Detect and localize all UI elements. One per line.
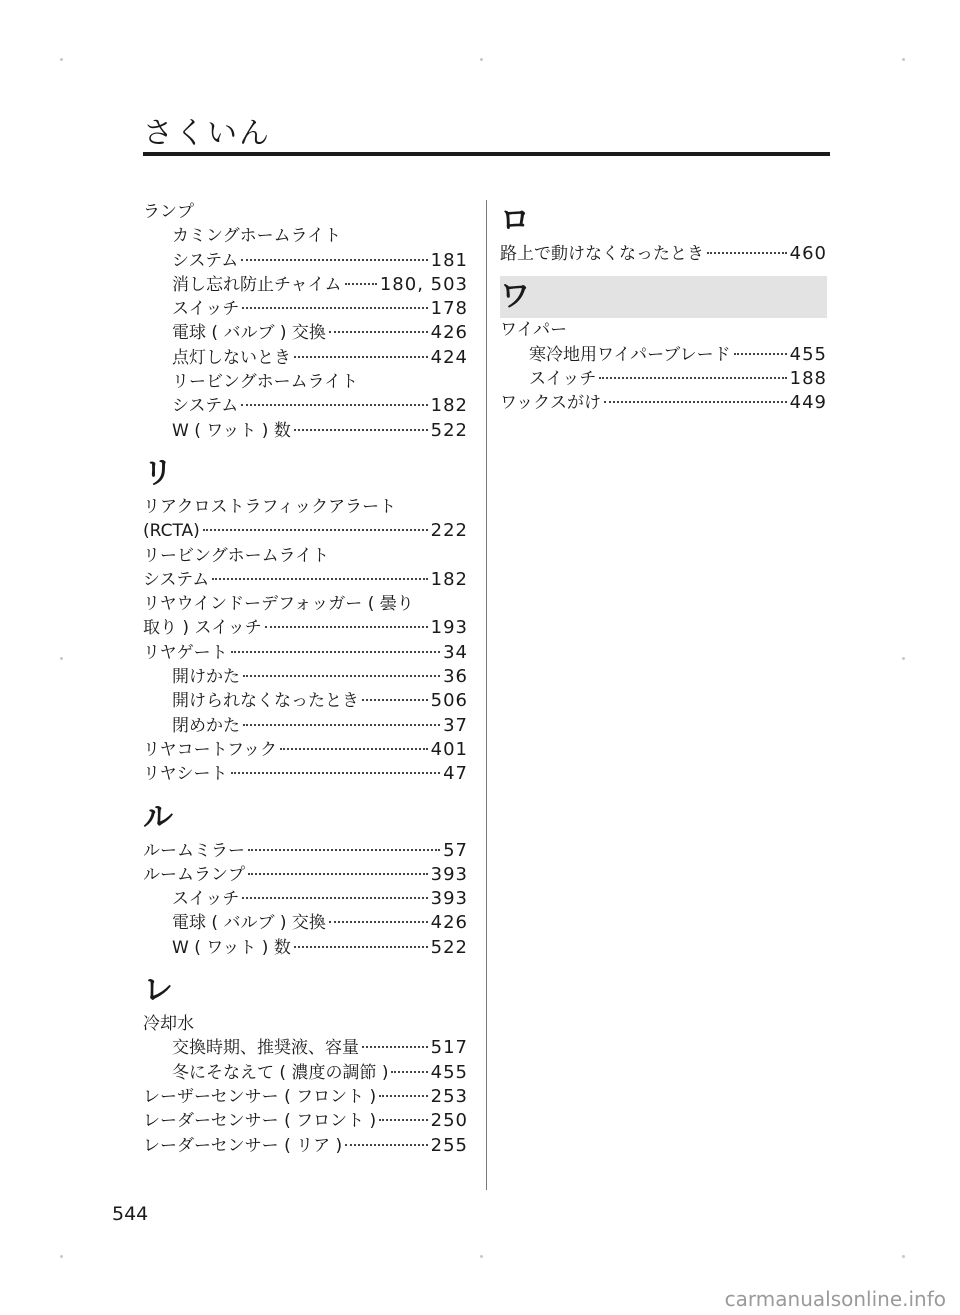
dot-leader <box>294 429 428 431</box>
entry-page: 250 <box>430 1110 468 1132</box>
dot-leader <box>345 283 377 285</box>
dot-leader <box>265 626 428 628</box>
entry-page: 222 <box>430 520 468 542</box>
entry-label: レーダーセンサー ( フロント ) <box>143 1111 377 1132</box>
index-entry <box>143 346 468 370</box>
index-entry <box>143 273 468 297</box>
index-entry <box>143 394 468 418</box>
dot-leader <box>604 401 787 403</box>
entry-label: 寒冷地用ワイパーブレード <box>529 344 731 365</box>
dot-leader <box>362 699 428 701</box>
index-column-left <box>143 200 468 1158</box>
entry-page: 455 <box>789 343 827 365</box>
dot-leader <box>379 1095 428 1097</box>
index-entry <box>143 224 468 248</box>
crop-mark <box>60 58 63 61</box>
section-heading: ロ <box>500 203 530 238</box>
entry-label: ワイパー <box>500 320 568 341</box>
entry-label: リアクロストラフィックアラート <box>143 496 397 517</box>
entry-label: 開けかた <box>172 667 240 688</box>
index-entry <box>500 367 827 391</box>
section-heading: リ <box>143 455 173 491</box>
index-entry <box>143 1109 468 1133</box>
dot-leader <box>345 1144 428 1146</box>
entry-page: 255 <box>430 1134 468 1156</box>
index-entry <box>500 242 827 266</box>
index-entry <box>143 297 468 321</box>
index-entry <box>143 616 468 640</box>
dot-leader <box>243 675 440 677</box>
entry-label: リヤゲート <box>143 642 228 663</box>
crop-mark <box>902 657 905 660</box>
entry-page: 47 <box>443 763 468 785</box>
index-entry <box>143 887 468 911</box>
index-entry <box>143 370 468 394</box>
index-entry <box>143 1134 468 1158</box>
entry-label: リヤウインドーデフォッガー ( 曇り <box>143 594 414 615</box>
entry-page: 393 <box>430 863 468 885</box>
entry-label: カミングホームライト <box>172 226 342 247</box>
entry-label: (RCTA) <box>143 521 200 542</box>
dot-leader <box>241 404 427 406</box>
entry-label: 電球 ( バルブ ) 交換 <box>172 913 326 934</box>
entry-page: 455 <box>430 1061 468 1083</box>
entry-page: 426 <box>430 322 468 344</box>
entry-label: ランプ <box>143 202 194 222</box>
dot-leader <box>231 772 441 774</box>
index-entry <box>143 419 468 443</box>
entry-label: スイッチ <box>529 368 597 389</box>
dot-leader <box>212 578 427 580</box>
dot-leader <box>294 946 428 948</box>
index-entry <box>143 665 468 689</box>
crop-mark <box>902 58 905 61</box>
entry-page: 460 <box>789 243 827 264</box>
entry-page: 449 <box>789 392 827 414</box>
dot-leader <box>242 307 427 309</box>
entry-page: 401 <box>430 738 468 760</box>
index-entry <box>143 1012 468 1036</box>
index-entry <box>143 200 468 224</box>
index-entry <box>143 592 468 616</box>
section-heading: ル <box>143 799 173 835</box>
crop-mark <box>480 1255 483 1258</box>
index-entry <box>143 1061 468 1085</box>
dot-leader <box>248 873 428 875</box>
entry-label: ルームランプ <box>143 864 245 885</box>
dot-leader <box>329 921 428 923</box>
index-entry <box>143 689 468 713</box>
dot-leader <box>329 331 428 333</box>
index-entry <box>143 839 468 863</box>
index-entry <box>500 343 827 367</box>
dot-leader <box>231 651 440 653</box>
entry-page: 34 <box>443 641 468 663</box>
entry-page: 180, 503 <box>379 273 468 295</box>
entry-page: 182 <box>430 568 468 590</box>
dot-leader <box>280 748 428 750</box>
entry-label: 点灯しないとき <box>172 347 291 368</box>
index-entry <box>143 641 468 665</box>
entry-page: 188 <box>789 367 827 389</box>
entry-label: リヤシート <box>143 764 228 785</box>
entry-page: 426 <box>430 912 468 934</box>
crop-mark <box>480 58 483 61</box>
dot-leader <box>391 1071 427 1073</box>
dot-leader <box>599 377 786 379</box>
dot-leader <box>362 1046 428 1048</box>
entry-label: 冬にそなえて ( 濃度の調節 ) <box>172 1062 389 1083</box>
entry-page: 37 <box>443 714 468 736</box>
index-entry <box>143 863 468 887</box>
entry-page: 182 <box>430 395 468 417</box>
entry-label: ワックスがけ <box>500 393 601 414</box>
entry-label: 閉めかた <box>172 715 240 736</box>
entry-page: 253 <box>430 1085 468 1107</box>
entry-page: 193 <box>430 617 468 639</box>
index-entry <box>143 936 468 960</box>
entry-label: 消し忘れ防止チャイム <box>172 274 342 295</box>
column-divider <box>486 200 487 1190</box>
dot-leader <box>242 897 427 899</box>
entry-page: 181 <box>430 249 468 271</box>
title-rule <box>143 152 830 156</box>
index-entry <box>500 391 827 415</box>
index-entry <box>143 495 468 519</box>
crop-mark <box>60 1255 63 1258</box>
index-entry <box>143 544 468 568</box>
entry-label: システム <box>172 396 239 417</box>
entry-label: 開けられなくなったとき <box>172 691 359 712</box>
index-entry <box>143 738 468 762</box>
entry-page: 393 <box>430 888 468 910</box>
entry-page: 522 <box>430 936 468 958</box>
entry-page: 36 <box>443 666 468 688</box>
index-entry <box>143 911 468 935</box>
index-entry <box>143 249 468 273</box>
entry-label: 交換時期、推奨液、容量 <box>172 1038 359 1059</box>
dot-leader <box>707 252 787 254</box>
index-entry <box>143 1036 468 1060</box>
entry-label: レーザーセンサー ( フロント ) <box>143 1086 377 1107</box>
entry-label: システム <box>143 569 210 590</box>
entry-label: 電球 ( バルブ ) 交換 <box>172 323 326 344</box>
dot-leader <box>734 353 787 355</box>
entry-page: 522 <box>430 419 468 441</box>
entry-label: システム <box>172 250 239 271</box>
dot-leader <box>294 356 428 358</box>
entry-label: スイッチ <box>172 889 240 910</box>
page-number: 544 <box>112 1203 149 1225</box>
dot-leader <box>248 849 440 851</box>
entry-label: リービングホームライト <box>143 545 330 566</box>
page-title: さくいん <box>143 116 271 151</box>
section-heading: ワ <box>500 276 827 318</box>
watermark: carmanualsonline.info <box>724 1287 946 1311</box>
crop-mark <box>60 657 63 660</box>
entry-label: 取り ) スイッチ <box>143 618 262 639</box>
entry-page: 506 <box>430 690 468 712</box>
entry-label: レーダーセンサー ( リア ) <box>143 1135 343 1156</box>
index-entry <box>143 714 468 738</box>
entry-label: W ( ワット ) 数 <box>172 937 291 958</box>
index-entry <box>143 568 468 592</box>
entry-page: 178 <box>430 298 468 320</box>
index-entry <box>143 519 468 543</box>
index-entry <box>143 762 468 786</box>
index-entry <box>500 318 827 342</box>
section-heading: レ <box>143 973 173 1009</box>
dot-leader <box>241 259 427 261</box>
entry-label: 路上で動けなくなったとき <box>500 244 704 264</box>
entry-label: リヤコートフック <box>143 739 277 760</box>
entry-label: 冷却水 <box>143 1014 194 1035</box>
entry-label: スイッチ <box>172 299 240 320</box>
entry-page: 57 <box>443 839 468 861</box>
index-column-right <box>500 200 827 415</box>
entry-page: 517 <box>430 1037 468 1059</box>
entry-label: リービングホームライト <box>172 372 359 393</box>
entry-label: W ( ワット ) 数 <box>172 420 291 441</box>
dot-leader <box>203 529 428 531</box>
dot-leader <box>379 1119 428 1121</box>
index-entry <box>143 1085 468 1109</box>
entry-page: 424 <box>430 346 468 368</box>
dot-leader <box>243 724 440 726</box>
crop-mark <box>902 1255 905 1258</box>
index-entry <box>143 321 468 345</box>
entry-label: ルームミラー <box>143 840 245 861</box>
